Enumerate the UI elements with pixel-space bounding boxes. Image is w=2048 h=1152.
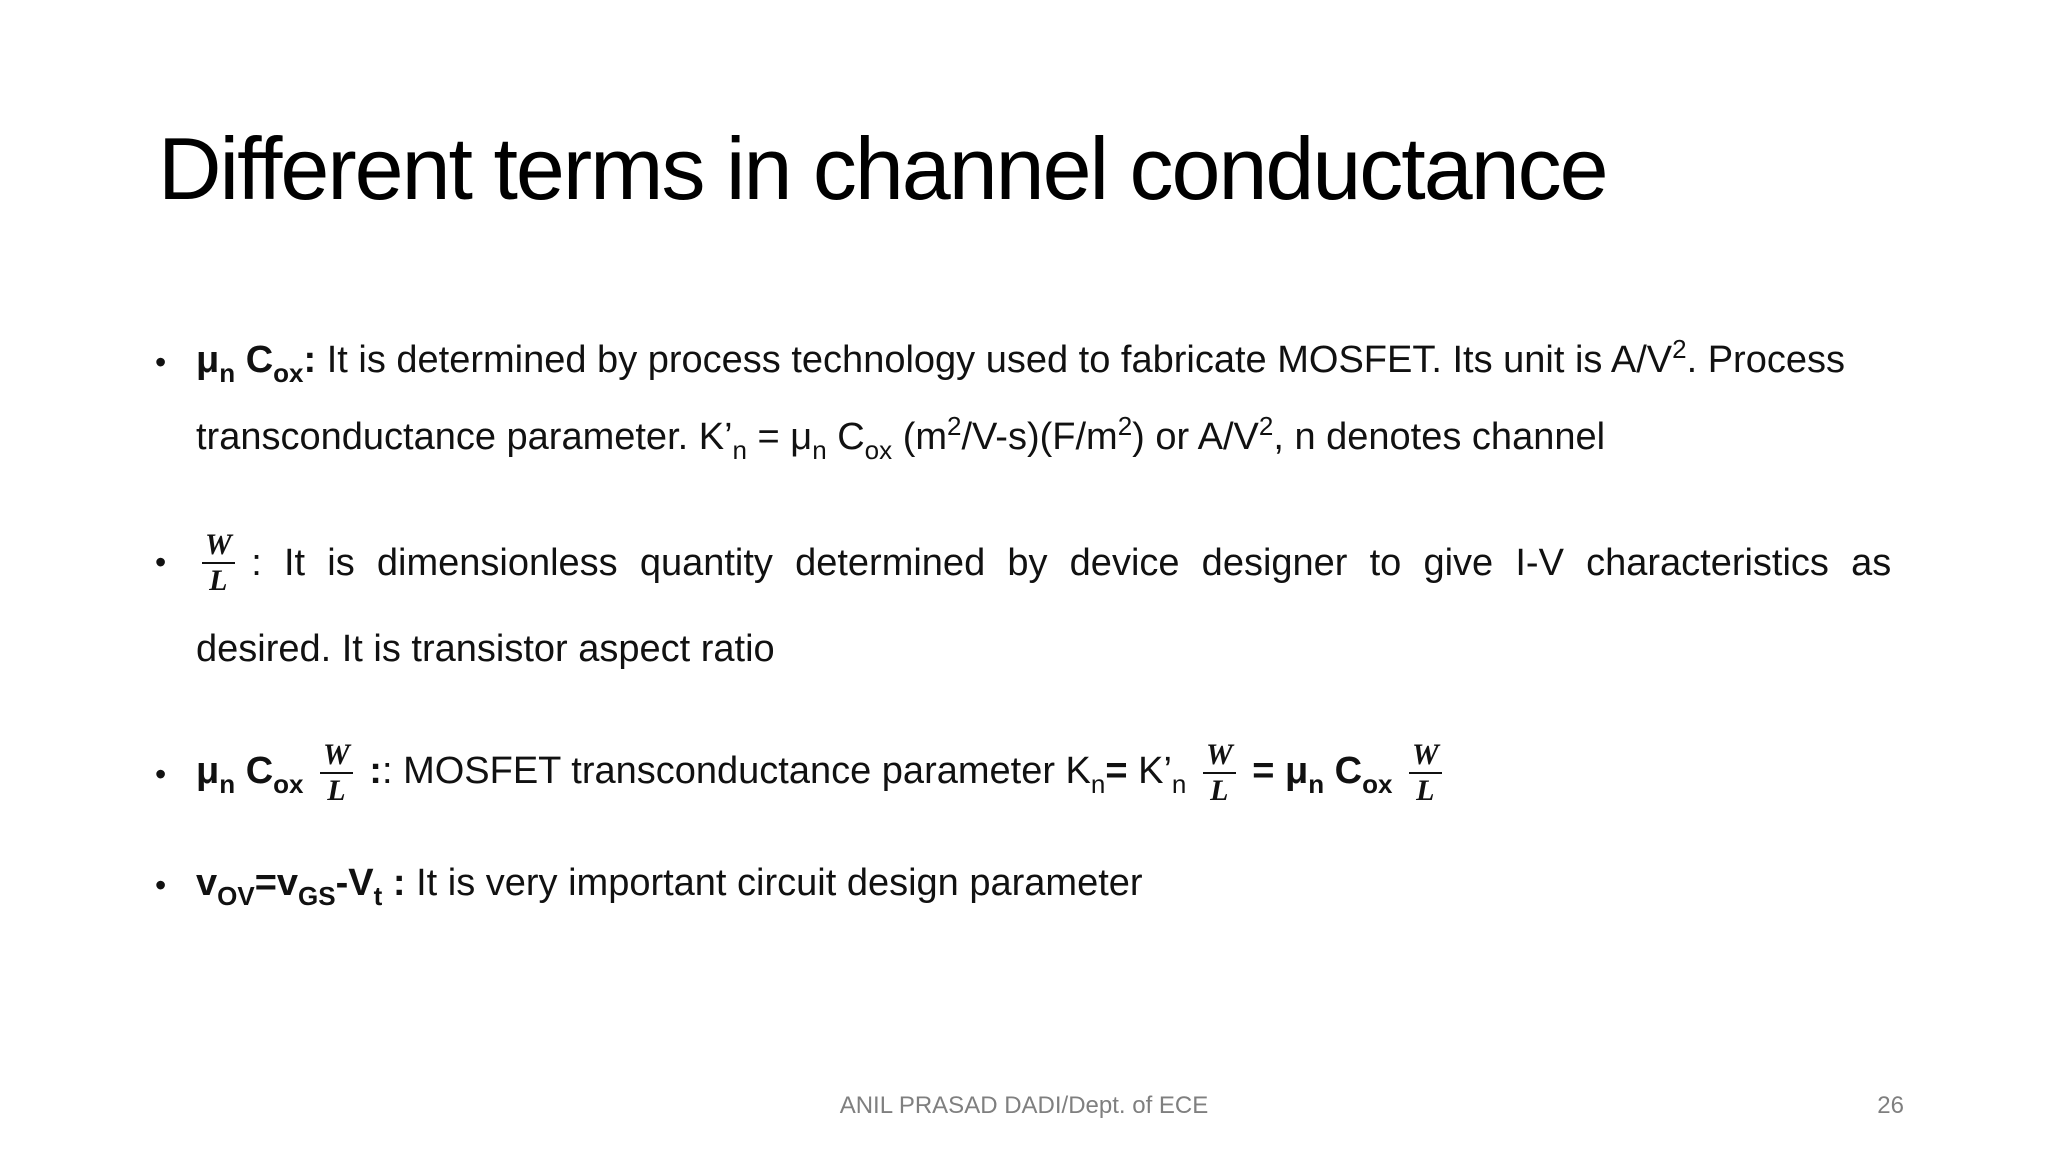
fraction-denominator: L <box>327 773 346 807</box>
subscript-t: t <box>373 881 383 911</box>
slide-title: Different terms in channel conductance <box>158 119 1607 218</box>
bullet-4-line <box>196 860 1906 911</box>
bullet-1-text: It is determined by process technology used to fabricate MOSFET. Its unit is A/V <box>326 339 1673 381</box>
superscript-2: 2 <box>1672 334 1687 364</box>
subscript-ov: OV <box>217 881 255 911</box>
eq-mu: = μ <box>747 416 813 458</box>
footer-author: ANIL PRASAD DADI/Dept. of ECE <box>839 1092 1209 1119</box>
w-over-l-fraction <box>202 527 235 597</box>
subscript-gs: GS <box>298 881 336 911</box>
bullet-marker: • <box>155 867 167 903</box>
fraction-numerator: W <box>1409 740 1442 774</box>
subscript-n: n <box>1171 769 1187 799</box>
eq-v: =v <box>254 862 299 904</box>
bullet-2-line-2 <box>196 626 1906 672</box>
c-symbol: C <box>245 339 274 381</box>
subscript-ox: ox <box>273 358 304 388</box>
c-symbol: C <box>1324 750 1363 792</box>
superscript-2: 2 <box>1258 411 1274 441</box>
fraction-numerator: W <box>1203 740 1236 774</box>
colon: : <box>303 339 317 381</box>
subscript-n: n <box>219 358 236 388</box>
superscript-2: 2 <box>947 411 962 441</box>
subscript-n: n <box>1308 769 1325 799</box>
fraction-denominator: L <box>1416 773 1435 807</box>
bullet-4-text: It is very important circuit design parameter <box>405 862 1143 904</box>
superscript-2: 2 <box>1117 411 1133 441</box>
page-number: 26 <box>1877 1092 1904 1119</box>
equals: = <box>1105 750 1128 792</box>
bullet-1-text-end: . Process <box>1686 339 1845 381</box>
fraction-numerator: W <box>320 740 353 774</box>
w-over-l-fraction <box>1409 737 1442 807</box>
bullet-3-line <box>196 736 1906 806</box>
kprime: K’ <box>1127 750 1172 792</box>
mu-symbol: μ <box>196 750 220 792</box>
bullet-2-text-end: desired. It is transistor aspect ratio <box>196 628 775 670</box>
unit-text: (m <box>892 416 948 458</box>
kprime-text: transconductance parameter. K’ <box>196 416 733 458</box>
unit-text: ) or A/V <box>1132 416 1259 458</box>
channel-text: , n denotes channel <box>1273 416 1606 458</box>
subscript-ox: ox <box>273 769 304 799</box>
w-over-l-fraction <box>320 737 353 807</box>
fraction-numerator: W <box>202 530 235 564</box>
w-over-l-fraction <box>1203 737 1236 807</box>
minus-v: -V <box>335 862 374 904</box>
subscript-ox: ox <box>864 435 893 465</box>
subscript-n: n <box>219 769 236 799</box>
subscript-n: n <box>812 435 827 465</box>
bullet-1-line-1 <box>196 334 1906 388</box>
bullet-marker: • <box>155 544 167 580</box>
eq-mu: = μ <box>1252 750 1309 792</box>
subscript-n: n <box>1090 769 1106 799</box>
bullet-marker: • <box>155 756 167 792</box>
subscript-ox: ox <box>1362 769 1393 799</box>
c-symbol: C <box>235 750 274 792</box>
bullet-1-line-2 <box>196 411 1906 465</box>
v-symbol: v <box>196 862 218 904</box>
bullet-2-text: : It is dimensionless quantity determined by device designer to give I-V characteristics as <box>251 541 1892 584</box>
c-symbol: C <box>826 416 865 458</box>
fraction-denominator: L <box>209 563 228 597</box>
bullet-marker: • <box>155 344 167 380</box>
subscript-n: n <box>732 435 747 465</box>
bullet-3-text: : MOSFET transconductance parameter K <box>381 750 1091 792</box>
unit-text: /V-s)(F/m <box>961 416 1118 458</box>
mu-symbol: μ <box>196 339 220 381</box>
colon: : <box>369 750 382 792</box>
colon: : <box>382 862 406 904</box>
bullet-2-line-1 <box>196 526 1906 596</box>
fraction-denominator: L <box>1210 773 1229 807</box>
